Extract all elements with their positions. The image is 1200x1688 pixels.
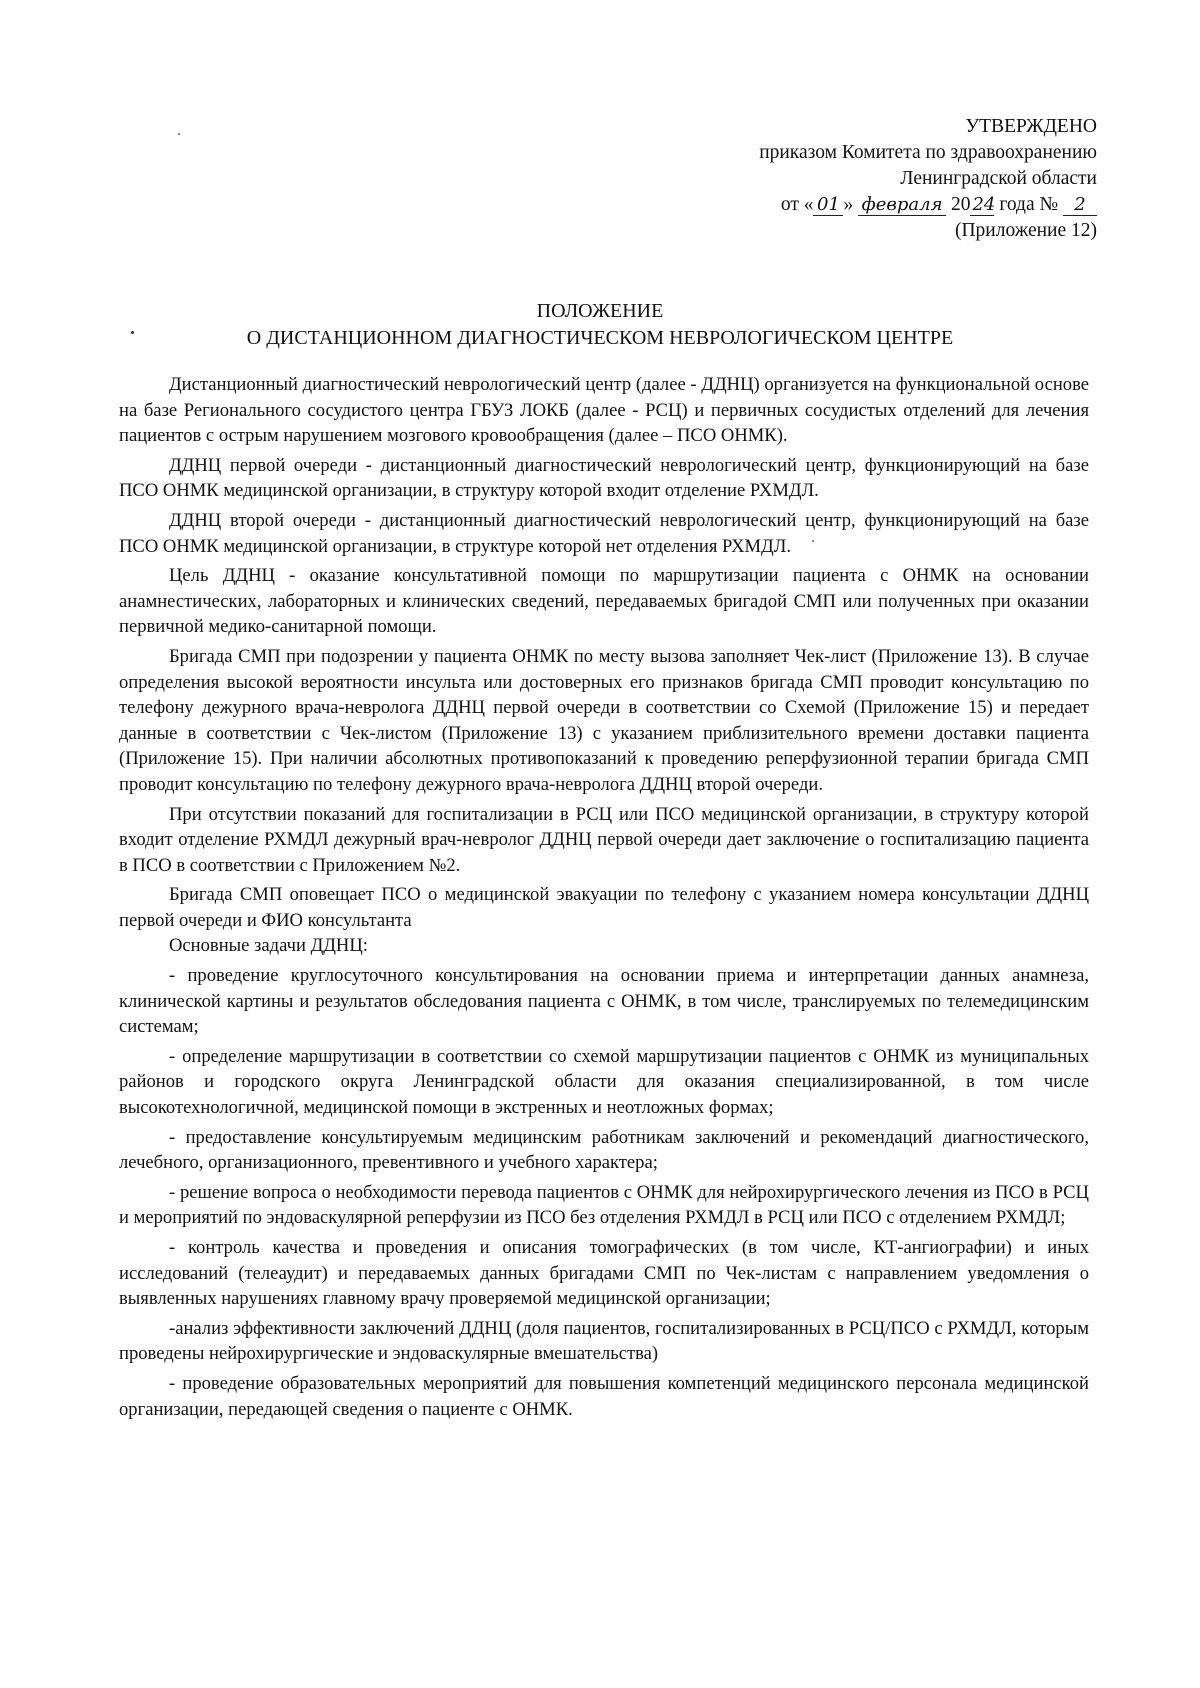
document-title (150, 298, 1050, 352)
handwritten-month: февраля (858, 195, 946, 216)
task-item-7: - проведение образовательных мероприятий для повышения компетенций медицинского персонала медицинской организации, передающей сведения о пациенте с ОНМК. (119, 1372, 1089, 1420)
handwritten-order-number: 2 (1063, 195, 1097, 216)
scan-dot (131, 331, 134, 334)
paragraph-5: Бригада СМП при подозрении у пациента ОНМК по месту вызова заполняет Чек-лист (Приложение 13). В случае определения высокой вероятности инсульта или достоверных его признаков бригада СМП проводит консультацию по телефону дежурного врача-невролога ДДНЦ первой очереди в соответствии со Схемой (Приложение 15) и передает данные в соответствии с Чек-листом (Приложение 13) с указанием приблизительного времени доставки пациента (Приложение 15). При наличии абсолютных противопоказаний к проведению реперфузионной терапии бригада СМП проводит консультацию по телефону дежурного врача-невролога ДДНЦ второй очереди. (119, 645, 1089, 795)
paragraph-7: Бригада СМП оповещает ПСО о медицинской эвакуации по телефону с указанием номера консультации ДДНЦ первой очереди и ФИО консультанта (119, 884, 1089, 931)
scan-speck (812, 540, 814, 542)
paragraph-8: Основные задачи ДДНЦ: (169, 935, 368, 957)
title-line-1: ПОЛОЖЕНИЕ (536, 300, 664, 322)
paragraph-1: Дистанционный диагностический неврологический центр (далее - ДДНЦ) организуется на функциональной основе на базе Регионального сосудистого центра ГБУЗ ЛОКБ (далее - РСЦ) и первичных сосудистых отделений для лечения пациентов с острым нарушением мозгового кровообращения (далее – ПСО ОНМК). (119, 374, 1089, 447)
approval-heading: УТВЕРЖДЕНО (965, 116, 1097, 137)
approval-line-1: приказом Комитета по здравоохранению (759, 142, 1097, 163)
paragraph-3: ДДНЦ второй очереди - дистанционный диагностический неврологический центр, функционирующий на базе ПСО ОНМК медицинской организации, в структуре которой нет отделения РХМДЛ. (119, 509, 1089, 557)
scan-speck (178, 133, 180, 135)
date-prefix: от « (780, 194, 814, 215)
task-item-2: - определение маршрутизации в соответствии со схемой маршрутизации пациентов с ОНМК из муниципальных районов и городского округа Ленинградской области для оказания специализированной, в том числе высокотехнологичной, медицинской помощи в экстренных и неотложных формах; (119, 1045, 1089, 1119)
date-mid: » (843, 194, 854, 215)
approval-block (759, 114, 1097, 244)
task-item-6: -анализ эффективности заключений ДДНЦ (доля пациентов, госпитализированных в РСЦ/ПСО с РХМДЛ, которым проведены нейрохирургические и эндоваскулярные вмешательства) (119, 1317, 1089, 1365)
paragraph-6: При отсутствии показаний для госпитализации в РСЦ или ПСО медицинской организации, в структуру которой входит отделение РХМДЛ дежурный врач-невролог ДДНЦ первой очереди дает заключение о госпитализацию пациента в ПСО в соответствии с Приложением №2. (119, 803, 1089, 876)
document-body (119, 372, 1089, 1422)
task-item-1: - проведение круглосуточного консультирования на основании приема и интерпретации данных анамнеза, клинической картины и результатов обследования пациента с ОНМК, в том числе, транслируемых по телемедицинским системам; (119, 965, 1089, 1038)
approval-line-2: Ленинградской области (900, 168, 1097, 189)
date-year-prefix: 20 (950, 194, 971, 215)
handwritten-day: 01 (813, 195, 843, 216)
handwritten-year: 24 (972, 194, 996, 215)
paragraph-2: ДДНЦ первой очереди - дистанционный диагностический неврологический центр, функционирующий на базе ПСО ОНМК медицинской организации, в структуру которой входит отделение РХМДЛ. (119, 454, 1089, 502)
paragraph-4: Цель ДДНЦ - оказание консультативной помощи по маршрутизации пациента с ОНМК на основании анамнестических, лабораторных и клинических сведений, передаваемых бригадой СМП или полученных при оказании первичной медико-санитарной помощи. (119, 565, 1089, 638)
approval-appendix: (Приложение 12) (954, 220, 1097, 241)
task-item-5: - контроль качества и проведения и описания томографических (в том числе, КТ-ангиографии) и иных исследований (телеаудит) и передаваемых данных бригадами СМП по Чек-листам с направлением уведомления о выявленных нарушениях главному врачу проверяемой медицинской организации; (119, 1237, 1089, 1310)
title-line-2: О ДИСТАНЦИОННОМ ДИАГНОСТИЧЕСКОМ НЕВРОЛОГИЧЕСКОМ ЦЕНТРЕ (246, 327, 954, 349)
date-after-year: года № (994, 194, 1059, 215)
approval-date-line (759, 192, 1097, 218)
task-item-3: - предоставление консультируемым медицинским работникам заключений и рекомендаций диагностического, лечебного, организационного, превентивного и учебного характера; (119, 1126, 1089, 1174)
task-item-4: - решение вопроса о необходимости перевода пациентов с ОНМК для нейрохирургического лечения из ПСО в РСЦ и мероприятий по эндоваскулярной реперфузии из ПСО без отделения РХМДЛ в РСЦ или ПСО с отделением РХМДЛ; (119, 1181, 1089, 1229)
